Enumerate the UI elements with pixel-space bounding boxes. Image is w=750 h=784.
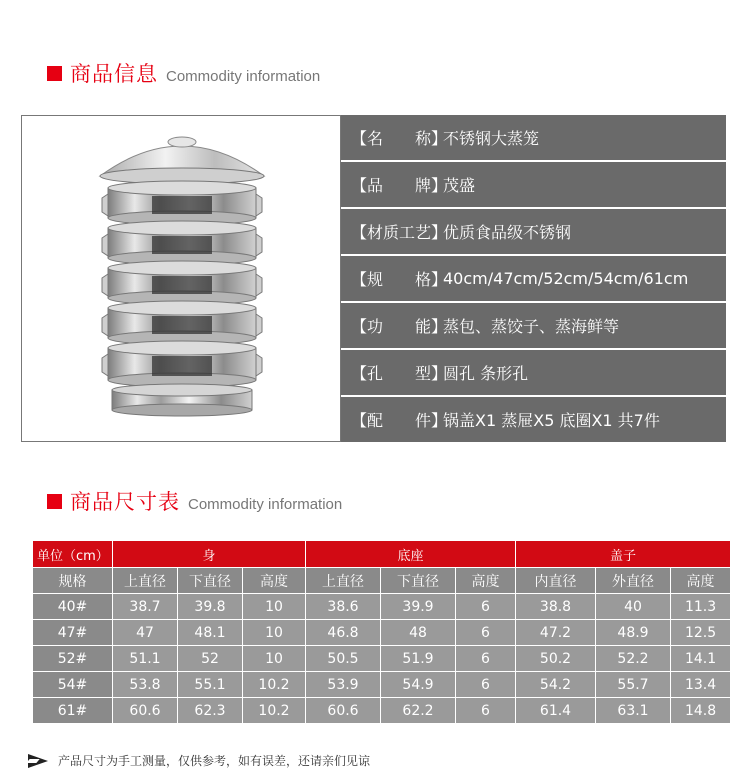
arrow-right-icon: [28, 754, 48, 768]
steamer-stack-illustration: [22, 116, 340, 441]
value-cell: 51.1: [113, 646, 178, 672]
value-cell: 10.2: [243, 672, 306, 698]
value-cell: 38.8: [516, 594, 596, 620]
value-cell: 47.2: [516, 620, 596, 646]
value-cell: 48: [381, 620, 456, 646]
spec-value: 锅盖X1 蒸屉X5 底圈X1 共7件: [443, 411, 660, 430]
table-row: [33, 672, 731, 698]
value-cell: 39.9: [381, 594, 456, 620]
size-cell: 47#: [33, 620, 113, 646]
value-cell: 62.3: [178, 698, 243, 724]
note-text: 产品尺寸为手工测量，仅供参考，如有误差，还请亲们见谅: [58, 754, 371, 768]
value-cell: 12.5: [671, 620, 731, 646]
value-cell: 60.6: [306, 698, 381, 724]
value-cell: 55.7: [596, 672, 671, 698]
value-cell: 6: [456, 620, 516, 646]
size-table: [32, 540, 731, 724]
value-cell: 6: [456, 594, 516, 620]
size-cell: 40#: [33, 594, 113, 620]
value-cell: 14.8: [671, 698, 731, 724]
section-title-size-table: [47, 486, 342, 516]
value-cell: 50.2: [516, 646, 596, 672]
spec-row-accessories: [341, 397, 726, 442]
value-cell: 48.1: [178, 620, 243, 646]
spec-label: 【品 牌】: [351, 176, 448, 195]
sub-header: 下直径: [381, 568, 456, 594]
value-cell: 53.9: [306, 672, 381, 698]
section-title-cn: 商品信息: [70, 62, 158, 86]
section-title-product-info: [47, 58, 320, 88]
section-title-en: Commodity information: [166, 68, 321, 85]
sub-header: 高度: [671, 568, 731, 594]
sub-header: 上直径: [113, 568, 178, 594]
value-cell: 6: [456, 672, 516, 698]
product-info-box: [21, 115, 726, 442]
value-cell: 46.8: [306, 620, 381, 646]
spec-label: 【材质工艺】: [351, 223, 448, 242]
spec-label: 【孔 型】: [351, 364, 448, 383]
spec-value: 圆孔 条形孔: [443, 364, 529, 383]
table-row: [33, 594, 731, 620]
sub-header: 外直径: [596, 568, 671, 594]
size-cell: 54#: [33, 672, 113, 698]
value-cell: 51.9: [381, 646, 456, 672]
value-cell: 52: [178, 646, 243, 672]
spec-value: 蒸包、蒸饺子、蒸海鲜等: [443, 317, 620, 336]
measurement-note: [28, 752, 370, 769]
group-base: 底座: [306, 541, 516, 568]
value-cell: 63.1: [596, 698, 671, 724]
spec-row-material: [341, 209, 726, 254]
section-title-cn: 商品尺寸表: [70, 490, 180, 514]
value-cell: 6: [456, 646, 516, 672]
size-cell: 52#: [33, 646, 113, 672]
value-cell: 48.9: [596, 620, 671, 646]
value-cell: 38.6: [306, 594, 381, 620]
table-row: [33, 620, 731, 646]
value-cell: 54.2: [516, 672, 596, 698]
table-group-header: [33, 541, 731, 568]
table-row: [33, 698, 731, 724]
red-square-icon: [47, 494, 62, 509]
value-cell: 40: [596, 594, 671, 620]
value-cell: 60.6: [113, 698, 178, 724]
section-title-en: Commodity information: [188, 496, 343, 513]
spec-value: 40cm/47cm/52cm/54cm/61cm: [443, 269, 689, 288]
value-cell: 13.4: [671, 672, 731, 698]
value-cell: 52.2: [596, 646, 671, 672]
spec-row-name: [341, 115, 726, 160]
value-cell: 10: [243, 620, 306, 646]
sub-header: 高度: [456, 568, 516, 594]
group-body: 身: [113, 541, 306, 568]
spec-row-function: [341, 303, 726, 348]
value-cell: 50.5: [306, 646, 381, 672]
size-col-header: 规格: [33, 568, 113, 594]
value-cell: 54.9: [381, 672, 456, 698]
spec-list: [341, 115, 726, 442]
spec-label: 【功 能】: [351, 317, 448, 336]
table-row: [33, 646, 731, 672]
spec-value: 茂盛: [443, 176, 476, 195]
spec-row-size: [341, 256, 726, 301]
spec-label: 【名 称】: [351, 129, 448, 148]
sub-header: 内直径: [516, 568, 596, 594]
spec-label: 【规 格】: [351, 270, 448, 289]
value-cell: 11.3: [671, 594, 731, 620]
value-cell: 10.2: [243, 698, 306, 724]
spec-value: 优质食品级不锈钢: [443, 223, 572, 242]
value-cell: 55.1: [178, 672, 243, 698]
value-cell: 10: [243, 594, 306, 620]
value-cell: 10: [243, 646, 306, 672]
unit-label: 单位（cm）: [33, 541, 113, 568]
value-cell: 53.8: [113, 672, 178, 698]
table-sub-header: [33, 568, 731, 594]
spec-row-hole-type: [341, 350, 726, 395]
sub-header: 高度: [243, 568, 306, 594]
value-cell: 38.7: [113, 594, 178, 620]
red-square-icon: [47, 66, 62, 81]
value-cell: 39.8: [178, 594, 243, 620]
spec-value: 不锈钢大蒸笼: [443, 129, 540, 148]
value-cell: 6: [456, 698, 516, 724]
value-cell: 62.2: [381, 698, 456, 724]
sub-header: 上直径: [306, 568, 381, 594]
value-cell: 61.4: [516, 698, 596, 724]
spec-row-brand: [341, 162, 726, 207]
value-cell: 14.1: [671, 646, 731, 672]
product-photo: [21, 115, 341, 442]
sub-header: 下直径: [178, 568, 243, 594]
value-cell: 47: [113, 620, 178, 646]
group-lid: 盖子: [516, 541, 731, 568]
spec-label: 【配 件】: [351, 411, 448, 430]
size-cell: 61#: [33, 698, 113, 724]
